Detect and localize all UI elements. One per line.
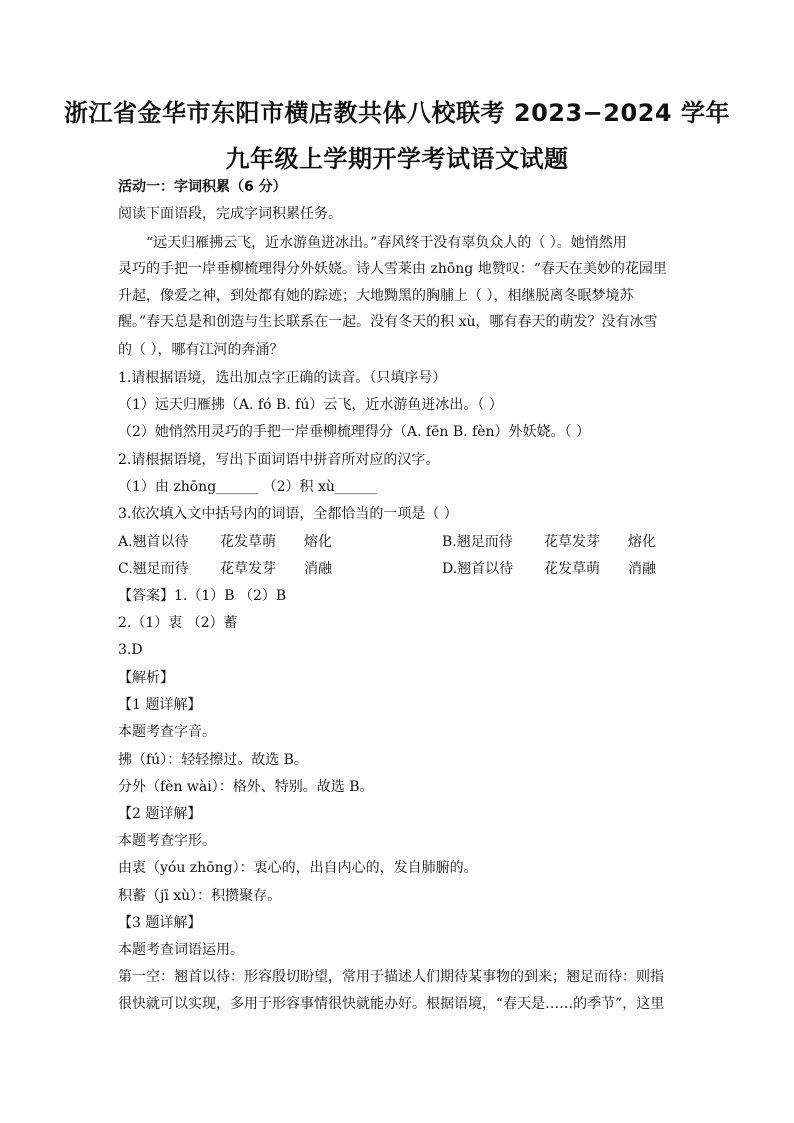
analysis-section-3-intro: 本题考查词语运用。: [118, 942, 244, 958]
analysis-section-1-line-1: 拂（fú）：轻轻擦过。故选 B。: [118, 752, 308, 768]
passage-line-5: 的（ ），哪有江河的奔涌？: [118, 342, 284, 358]
option-d-word-2: 花发草萌: [544, 561, 600, 577]
passage-line-1: “远天归雁拂云飞，近水游鱼迸冰出。”春风终于没有辜负众人的（ ）。她悄然用: [146, 235, 627, 251]
document-title-line-2: 九年级上学期开学考试语文试题: [225, 145, 569, 173]
analysis-section-1-line-2: 分外（fèn wài）：格外、特别。故选 B。: [118, 779, 374, 795]
activity-heading: 活动一：字词积累（6 分）: [118, 179, 287, 195]
passage-line-3: 升起，像爱之神，到处都有她的踪迹；大地黝黑的胸脯上（ ），相继脱离冬眠梦境苏: [118, 288, 634, 304]
passage-line-4: 醒。”春天总是和创造与生长联系在一起。没有冬天的积 xù，哪有春天的萌发？没有冰雪: [118, 314, 658, 330]
option-c-word-1: C.翘足而待: [118, 561, 189, 577]
answer-3: 3.D: [118, 642, 143, 658]
answer-label: 【答案】: [118, 588, 174, 604]
question-1-stem: 1.请根据语境，选出加点字正确的读音。（只填序号）: [118, 370, 447, 386]
answer-1: 1.（1）B （2）B: [174, 588, 287, 604]
option-b-word-2: 花草发芽: [544, 534, 600, 550]
option-c-word-2: 花草发芽: [220, 561, 276, 577]
option-b-word-1: B.翘足而待: [442, 534, 513, 550]
option-c-word-3: 消融: [304, 561, 332, 577]
analysis-label: 【解析】: [118, 670, 174, 686]
question-1-part-1: （1）远天归雁拂（A. fó B. fú）云飞，近水游鱼迸冰出。（ ）: [118, 397, 503, 413]
option-a-word-2: 花发草萌: [220, 534, 276, 550]
option-d-word-3: 消融: [628, 561, 656, 577]
document-title-line-1: 浙江省金华市东阳市横店教共体八校联考 2023−2024 学年: [64, 99, 730, 127]
analysis-section-1-intro: 本题考查字音。: [118, 724, 216, 740]
passage-line-2: 灵巧的手把一岸垂柳梳理得分外妖娆。诗人雪莱由 zhōng 地赞叹：“春天在美妙的花园里: [118, 261, 667, 277]
question-3-stem: 3.依次填入文中括号内的词语，全都恰当的一项是（ ）: [118, 506, 458, 522]
question-1-part-2: （2）她悄然用灵巧的手把一岸垂柳梳理得分（A. fēn B. fèn）外妖娆。（ ）: [118, 424, 590, 440]
answer-line-1: [118, 586, 286, 606]
option-a-word-3: 熔化: [304, 534, 332, 550]
analysis-section-2-intro: 本题考查字形。: [118, 833, 216, 849]
analysis-section-1-heading: 【1 题详解】: [118, 697, 202, 713]
analysis-section-2-heading: 【2 题详解】: [118, 806, 202, 822]
option-b-word-3: 熔化: [628, 534, 656, 550]
question-2-stem: 2.请根据语境，写出下面词语中拼音所对应的汉字。: [118, 452, 440, 468]
question-2-items: （1）由 zhōng______ （2）积 xù______: [118, 479, 377, 495]
option-a-word-1: A.翘首以待: [118, 534, 189, 550]
activity-instruction: 阅读下面语段，完成字词积累任务。: [118, 206, 342, 222]
analysis-section-2-line-2: 积蓄（jī xù）：积攒聚存。: [118, 888, 282, 904]
analysis-section-2-line-1: 由衷（yóu zhōng）：衷心的，出自内心的，发自肺腑的。: [118, 860, 478, 876]
option-d-word-1: D.翘首以待: [442, 561, 514, 577]
analysis-section-3-heading: 【3 题详解】: [118, 915, 202, 931]
analysis-section-3-line-2: 很快就可以实现，多用于形容事情很快就能办好。根据语境，“春天是……的季节”，这里: [118, 996, 665, 1012]
analysis-section-3-line-1: 第一空：翘首以待：形容殷切盼望，常用于描述人们期待某事物的到来；翘足而待：则指: [118, 969, 664, 985]
answer-2: 2.（1）衷 （2）蓄: [118, 615, 238, 631]
